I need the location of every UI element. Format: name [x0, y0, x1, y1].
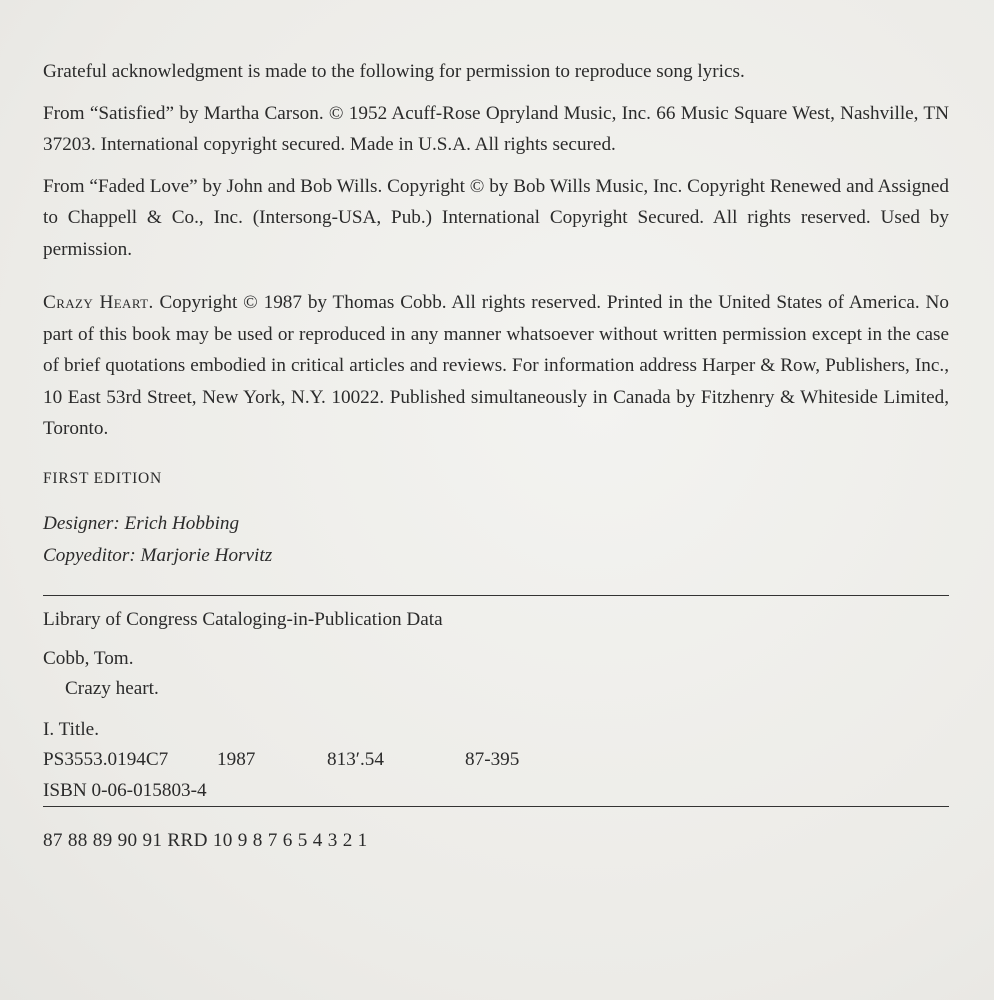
book-title: Crazy Heart. [43, 292, 154, 313]
cip-block [43, 595, 949, 807]
cip-call-number: PS3553.0194C7 [43, 749, 169, 770]
cip-classification [43, 745, 949, 776]
cip-top-rule [43, 595, 949, 596]
credits [43, 508, 949, 571]
copyeditor-credit: Copyeditor: Marjorie Horvitz [43, 544, 273, 566]
cip-author: Cobb, Tom. [43, 647, 134, 669]
copyright-paragraph [43, 287, 949, 445]
copyright-text: Copyright © 1987 by Thomas Cobb. All rights reserved. Printed in the United States of America. No part of this book may be used or reproduced in any manner whatsoever without written permission except in the case of brief quotations embodied in critical articles and reviews. For information address Harper & Row, Publishers, Inc., 10 East 53rd Street, New York, N.Y. 10022. Published simultaneously in Canada by Fitzhenry & Whiteside Limited, Toronto. [43, 292, 949, 439]
acknowledgment-intro: Grateful acknowledgment is made to the following for permission to reproduce song lyrics. [43, 61, 745, 82]
cip-isbn: ISBN 0-06-015803-4 [43, 779, 207, 801]
acknowledgment-faded-love: From “Faded Love” by John and Bob Wills. Copyright © by Bob Wills Music, Inc. Copyright Renewed and Assigned to Chappell & Co., Inc. (Intersong-USA, Pub.) International Copyright Secured. All rights reserved. Used by permission. [43, 175, 949, 260]
cip-header: Library of Congress Cataloging-in-Publication Data [43, 609, 443, 630]
copyright-page [43, 56, 949, 857]
designer-credit: Designer: Erich Hobbing [43, 513, 240, 534]
cip-bottom-rule [43, 806, 949, 807]
edition-label: FIRST EDITION [43, 469, 163, 487]
cip-subject: I. Title. [43, 718, 99, 740]
cip-year: 1987 [217, 749, 256, 770]
cip-lccn: 87-395 [465, 749, 520, 770]
cip-dewey: 813′.54 [327, 749, 384, 770]
printing-line: 87 88 89 90 91 RRD 10 9 8 7 6 5 4 3 2 1 [43, 830, 368, 851]
acknowledgment-satisfied: From “Satisfied” by Martha Carson. © 1952 Acuff-Rose Opryland Music, Inc. 66 Music Square West, Nashville, TN 37203. International copyright secured. Made in U.S.A. All rights secured. [43, 102, 949, 155]
cip-title: Crazy heart. [65, 678, 159, 699]
